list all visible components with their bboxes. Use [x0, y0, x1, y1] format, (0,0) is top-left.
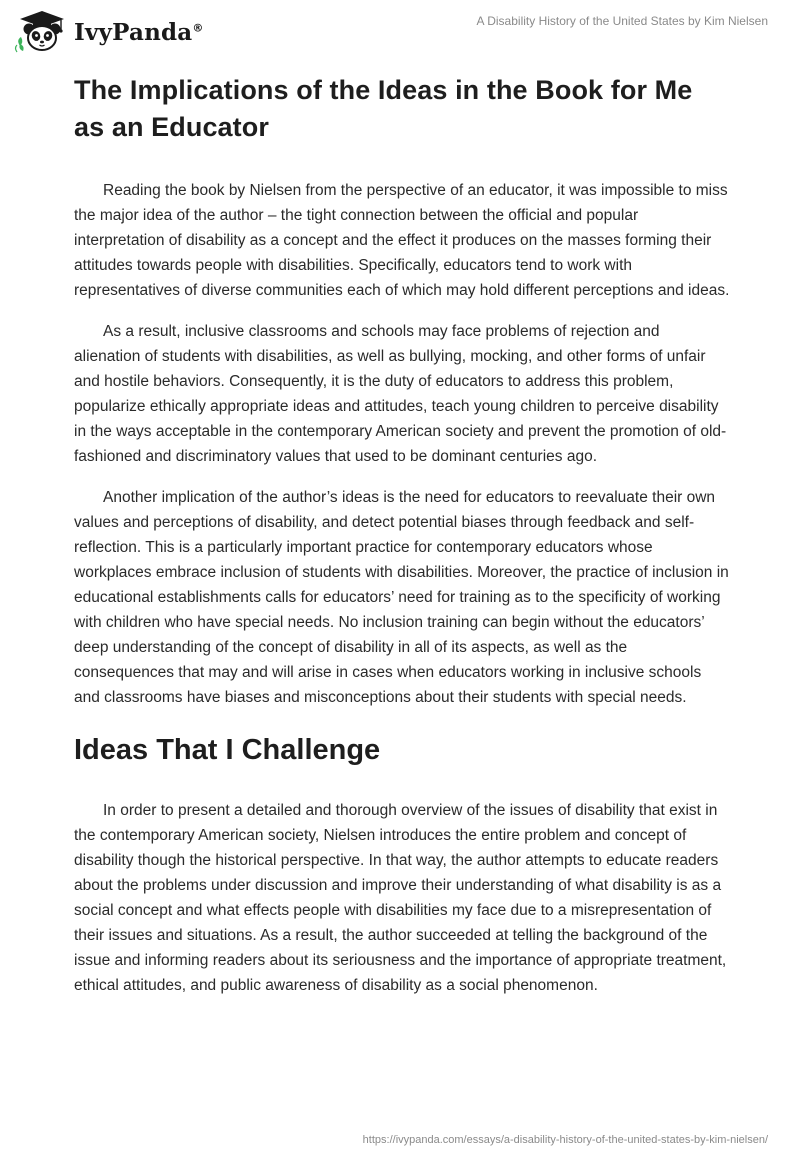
paragraph: In order to present a detailed and thorough overview of the issues of disability that exist in the contemporary American society, Nielsen introduces the entire problem and concept of disability though the historical perspective. In that way, the author attempts to educate readers about the problems under discussion and improve their understanding of what disability is as a social concept and what effects people with disabilities my face due to a misrepresentation of their issues and situations. As a result, the author succeeded at telling the background of the issue and informing readers about its seriousness and the importance of appropriate treatment, ethical attitudes, and public awareness of disability as a social phenomenon. [74, 802, 727, 994]
registered-mark: ® [192, 20, 204, 34]
section-heading-ideas-challenge: Ideas That I Challenge [74, 734, 381, 766]
paragraph: Another implication of the author’s ideas is the need for educators to reevaluate their own values and perceptions of disability, and detect potential biases through feedback and self-reflection. This is a particularly important practice for contemporary educators whose workplaces embrace inclusion of students with disabilities. Moreover, the practice of inclusion in educational establishments calls for educators’ need for training as to the specificity of working with children who have special needs. No inclusion training can begin without the educators’ deep understanding of the concept of disability in all of its aspects, as well as the consequences that may and will arise in cases when educators working in inclusive schools and classrooms have biases and misconceptions about their students with special needs. [74, 489, 729, 706]
source-url[interactable]: https://ivypanda.com/essays/a-disability-history-of-the-united-states-by-kim-nielsen/ [362, 1134, 768, 1146]
essay-body [74, 72, 730, 1014]
panda-graduate-icon [14, 10, 70, 54]
paragraph: As a result, inclusive classrooms and schools may face problems of rejection and alienation of students with disabilities, as well as bullying, mocking, and other forms of unfair and hostile behaviors. Consequently, it is the duty of educators to address this problem, popularize ethically appropriate ideas and attitudes, teach young children to perceive disability in the ways acceptable in the contemporary American society and prevent the promotion of old-fashioned and discriminatory values that used to be dominant centuries ago. [74, 323, 727, 465]
document-title: A Disability History of the United States by Kim Nielsen [476, 14, 768, 28]
logo-wordmark: IvyPanda® [74, 18, 204, 46]
section-heading-implications: The Implications of the Ideas in the Book for Me as an Educator [74, 75, 693, 142]
ivypanda-logo[interactable] [14, 10, 204, 54]
paragraph: Reading the book by Nielsen from the perspective of an educator, it was impossible to miss the major idea of the author – the tight connection between the official and popular interpretation of disability as a concept and the effect it produces on the masses forming their attitudes towards people with disabilities. Specifically, educators tend to work with representatives of diverse communities each of which may hold different perceptions and ideas. [74, 182, 730, 299]
page-header [0, 0, 800, 60]
